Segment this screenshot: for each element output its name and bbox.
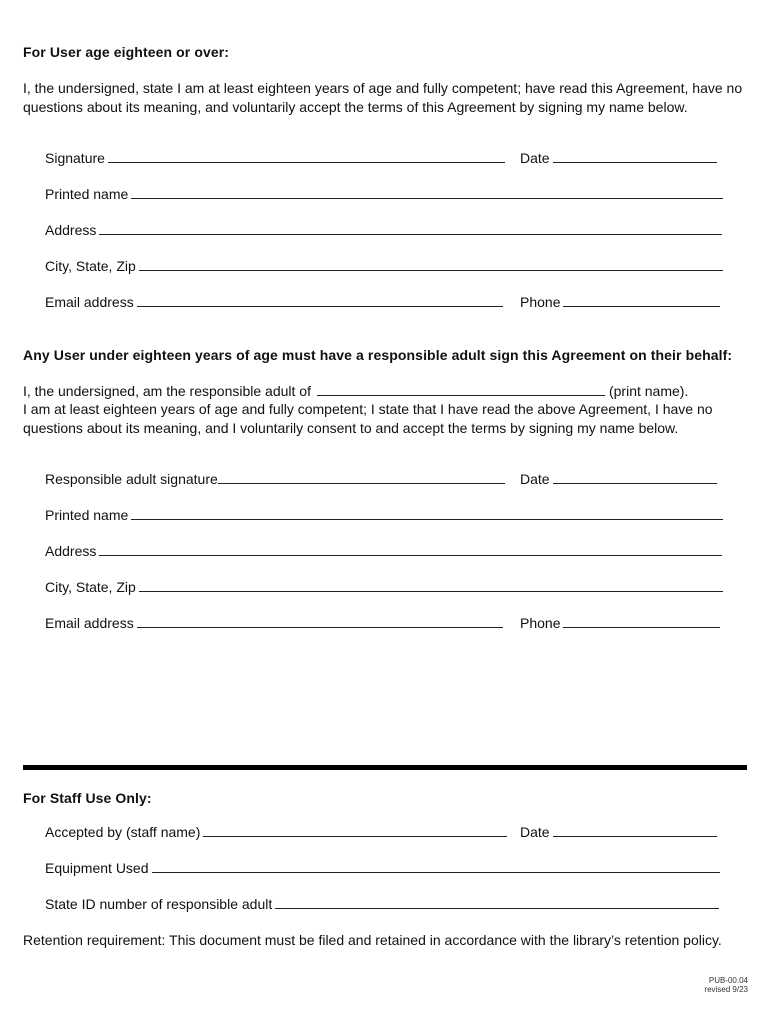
minor-phone-label: Phone <box>520 615 561 631</box>
minor-statement-suffix: (print name). <box>608 383 689 399</box>
minor-email-line[interactable] <box>137 626 503 628</box>
adult-date-field[interactable] <box>520 150 717 166</box>
adult-printed-name-field[interactable] <box>45 186 723 202</box>
minor-signature-label: Responsible adult signature <box>45 471 218 487</box>
minor-email-field[interactable] <box>45 615 503 631</box>
form-revision: revised 9/23 <box>704 985 748 994</box>
adult-signature-label: Signature <box>45 150 105 166</box>
minor-city-state-zip-field[interactable] <box>45 579 723 595</box>
minor-statement-line <box>23 382 753 401</box>
minor-city-state-zip-label: City, State, Zip <box>45 579 136 595</box>
adult-city-state-zip-label: City, State, Zip <box>45 258 136 274</box>
minor-statement-prefix: I, the undersigned, am the responsible adult of <box>23 383 311 399</box>
adult-address-field[interactable] <box>45 222 722 238</box>
adult-email-line[interactable] <box>137 305 503 307</box>
adult-address-label: Address <box>45 222 97 238</box>
minor-signature-line[interactable] <box>218 482 505 484</box>
staff-date-label: Date <box>520 824 550 840</box>
staff-equipment-field[interactable] <box>45 860 720 876</box>
minor-address-line[interactable] <box>99 554 722 556</box>
adult-city-state-zip-line[interactable] <box>139 269 723 271</box>
adult-phone-label: Phone <box>520 294 561 310</box>
minor-email-label: Email address <box>45 615 134 631</box>
staff-state-id-line[interactable] <box>275 907 719 909</box>
adult-signature-line[interactable] <box>108 161 505 163</box>
minor-date-label: Date <box>520 471 550 487</box>
adult-date-line[interactable] <box>553 161 717 163</box>
minor-address-field[interactable] <box>45 543 722 559</box>
staff-accepted-by-label: Accepted by (staff name) <box>45 824 201 840</box>
adult-phone-field[interactable] <box>520 294 720 310</box>
staff-accepted-by-line[interactable] <box>203 835 507 837</box>
adult-section-heading: For User age eighteen or over: <box>23 44 230 60</box>
staff-equipment-label: Equipment Used <box>45 860 149 876</box>
adult-city-state-zip-field[interactable] <box>45 258 723 274</box>
adult-date-label: Date <box>520 150 550 166</box>
minor-date-field[interactable] <box>520 471 717 487</box>
minor-section-heading: Any User under eighteen years of age must have a responsible adult sign this Agreement on their behalf: <box>23 347 733 363</box>
staff-accepted-by-field[interactable] <box>45 824 507 840</box>
minor-address-label: Address <box>45 543 97 559</box>
minor-printed-name-field[interactable] <box>45 507 723 523</box>
adult-statement: I, the undersigned, state I am at least eighteen years of age and fully competent; have read this Agreement, have no questions about its meaning, and voluntarily accept the terms of this Agreement by signing my name below. <box>23 80 743 115</box>
staff-date-field[interactable] <box>520 824 717 840</box>
staff-date-line[interactable] <box>553 835 717 837</box>
adult-signature-field[interactable] <box>45 150 505 166</box>
adult-printed-name-line[interactable] <box>131 197 723 199</box>
retention-requirement: Retention requirement: This document must be filed and retained in accordance with the library’s retention policy. <box>23 932 722 948</box>
adult-printed-name-label: Printed name <box>45 186 129 202</box>
minor-date-line[interactable] <box>553 482 717 484</box>
minor-phone-line[interactable] <box>563 626 720 628</box>
adult-address-line[interactable] <box>99 233 722 235</box>
minor-phone-field[interactable] <box>520 615 720 631</box>
adult-email-label: Email address <box>45 294 134 310</box>
staff-section-divider <box>23 765 747 770</box>
form-code <box>704 976 748 994</box>
form-code-number: PUB-00.04 <box>708 976 748 985</box>
adult-phone-line[interactable] <box>563 305 720 307</box>
minor-city-state-zip-line[interactable] <box>139 590 723 592</box>
minor-printed-name-line[interactable] <box>131 518 723 520</box>
staff-state-id-field[interactable] <box>45 896 719 912</box>
adult-email-field[interactable] <box>45 294 503 310</box>
minor-statement: I am at least eighteen years of age and fully competent; I state that I have read the above Agreement, I have no questions about its meaning, and I voluntarily consent to and accept the terms by signing my name below. <box>23 401 713 436</box>
minor-printed-name-label: Printed name <box>45 507 129 523</box>
staff-state-id-label: State ID number of responsible adult <box>45 896 273 912</box>
minor-signature-field[interactable] <box>45 471 505 487</box>
staff-section-heading: For Staff Use Only: <box>23 790 152 806</box>
staff-equipment-line[interactable] <box>152 871 720 873</box>
minor-print-name-line[interactable] <box>317 394 605 396</box>
